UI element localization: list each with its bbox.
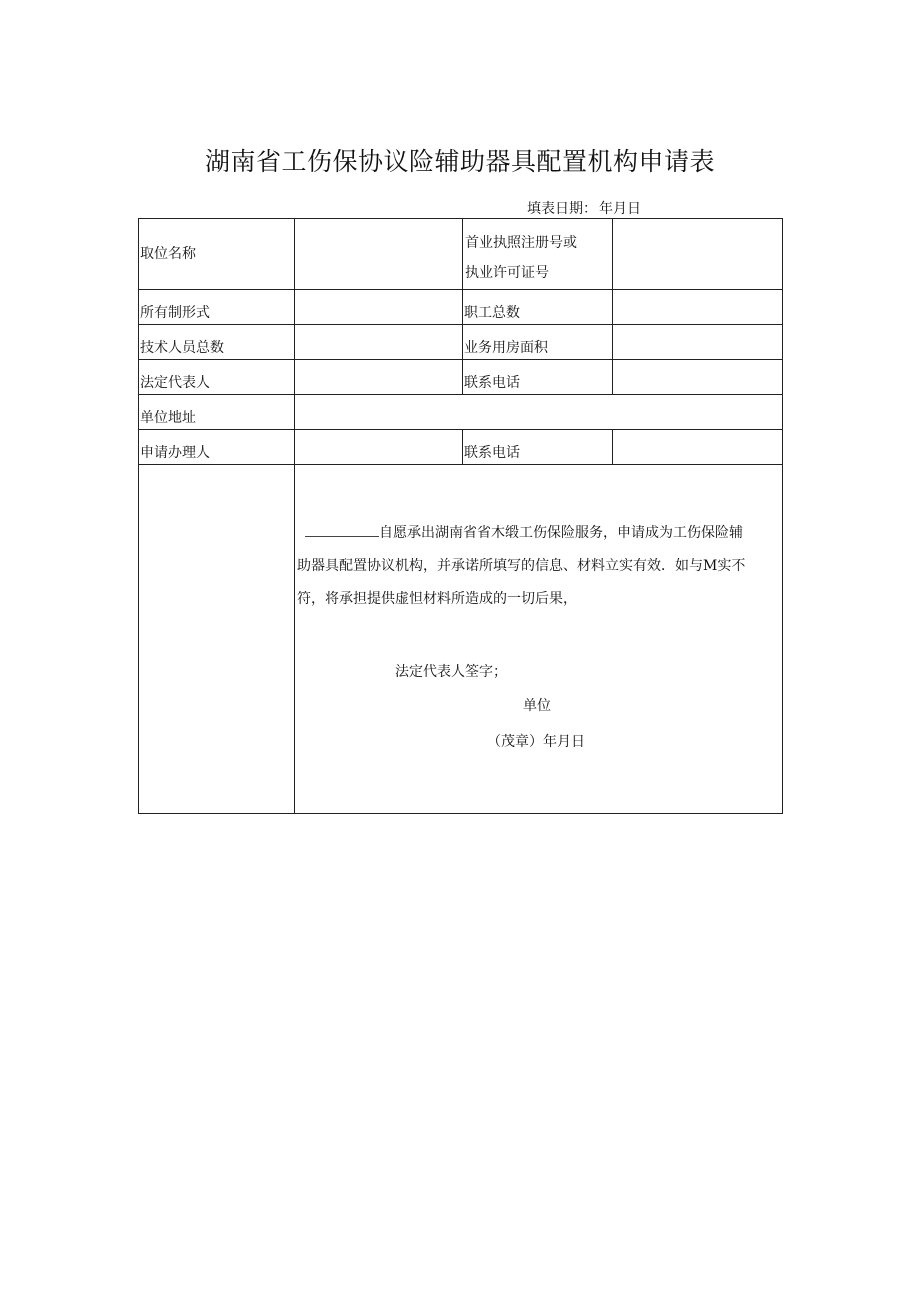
phone2-field[interactable] [613, 430, 783, 465]
address-field[interactable] [295, 395, 783, 430]
declaration-line2: 助器具配置协议机构，并承诺所填写的信息、材料立实有效．如与M实不 [297, 558, 746, 574]
legal-rep-label: 法定代表人 [139, 360, 295, 395]
declaration-text [297, 517, 779, 616]
unit-name-label: 取位名称 [139, 219, 295, 290]
license-label-line1: 首业执照注册号或 [465, 235, 577, 251]
employees-field[interactable] [613, 290, 783, 325]
tech-staff-label: 技术人员总数 [139, 325, 295, 360]
address-label: 单位地址 [139, 395, 295, 430]
license-label [463, 219, 613, 290]
declaration-line3: 符，将承担提供虚怛材料所造成的一切后果， [297, 591, 577, 607]
applicant-field[interactable] [295, 430, 463, 465]
table-row [139, 325, 783, 360]
fill-date-value: 年月日 [599, 201, 641, 217]
application-form-table [138, 218, 783, 814]
legal-rep-field[interactable] [295, 360, 463, 395]
ownership-field[interactable] [295, 290, 463, 325]
table-row [139, 430, 783, 465]
table-row [139, 360, 783, 395]
table-row [139, 219, 783, 290]
ownership-label: 所有制形式 [139, 290, 295, 325]
phone1-field[interactable] [613, 360, 783, 395]
fill-date-label: 填表日期： [527, 201, 597, 217]
employees-label: 职工总数 [463, 290, 613, 325]
license-field[interactable] [613, 219, 783, 290]
table-row [139, 290, 783, 325]
declaration-cell [295, 465, 783, 814]
signature-label: 法定代表人筌字； [395, 664, 507, 680]
table-row [139, 465, 783, 814]
seal-date-label: （茂章）年月日 [487, 734, 585, 750]
declaration-side-cell [139, 465, 295, 814]
page-title: 湖南省工伤保协议险辅助器具配置机构申请表 [204, 147, 715, 176]
business-area-label: 业务用房面积 [463, 325, 613, 360]
business-area-field[interactable] [613, 325, 783, 360]
applicant-label: 申请办理人 [139, 430, 295, 465]
declaration-line1 [297, 517, 779, 550]
table-row [139, 395, 783, 430]
unit-name-blank[interactable] [305, 522, 379, 537]
phone2-label: 联系电话 [463, 430, 613, 465]
declaration-line1-text: 自愿承出湖南省省木缎工伤保险服务，申请成为工伤保险辅 [379, 525, 743, 541]
tech-staff-field[interactable] [295, 325, 463, 360]
fill-date [527, 198, 641, 218]
license-label-line2: 执业许可证号 [465, 265, 549, 281]
phone1-label: 联系电话 [463, 360, 613, 395]
unit-name-field[interactable] [295, 219, 463, 290]
unit-label: 单位 [523, 698, 551, 714]
